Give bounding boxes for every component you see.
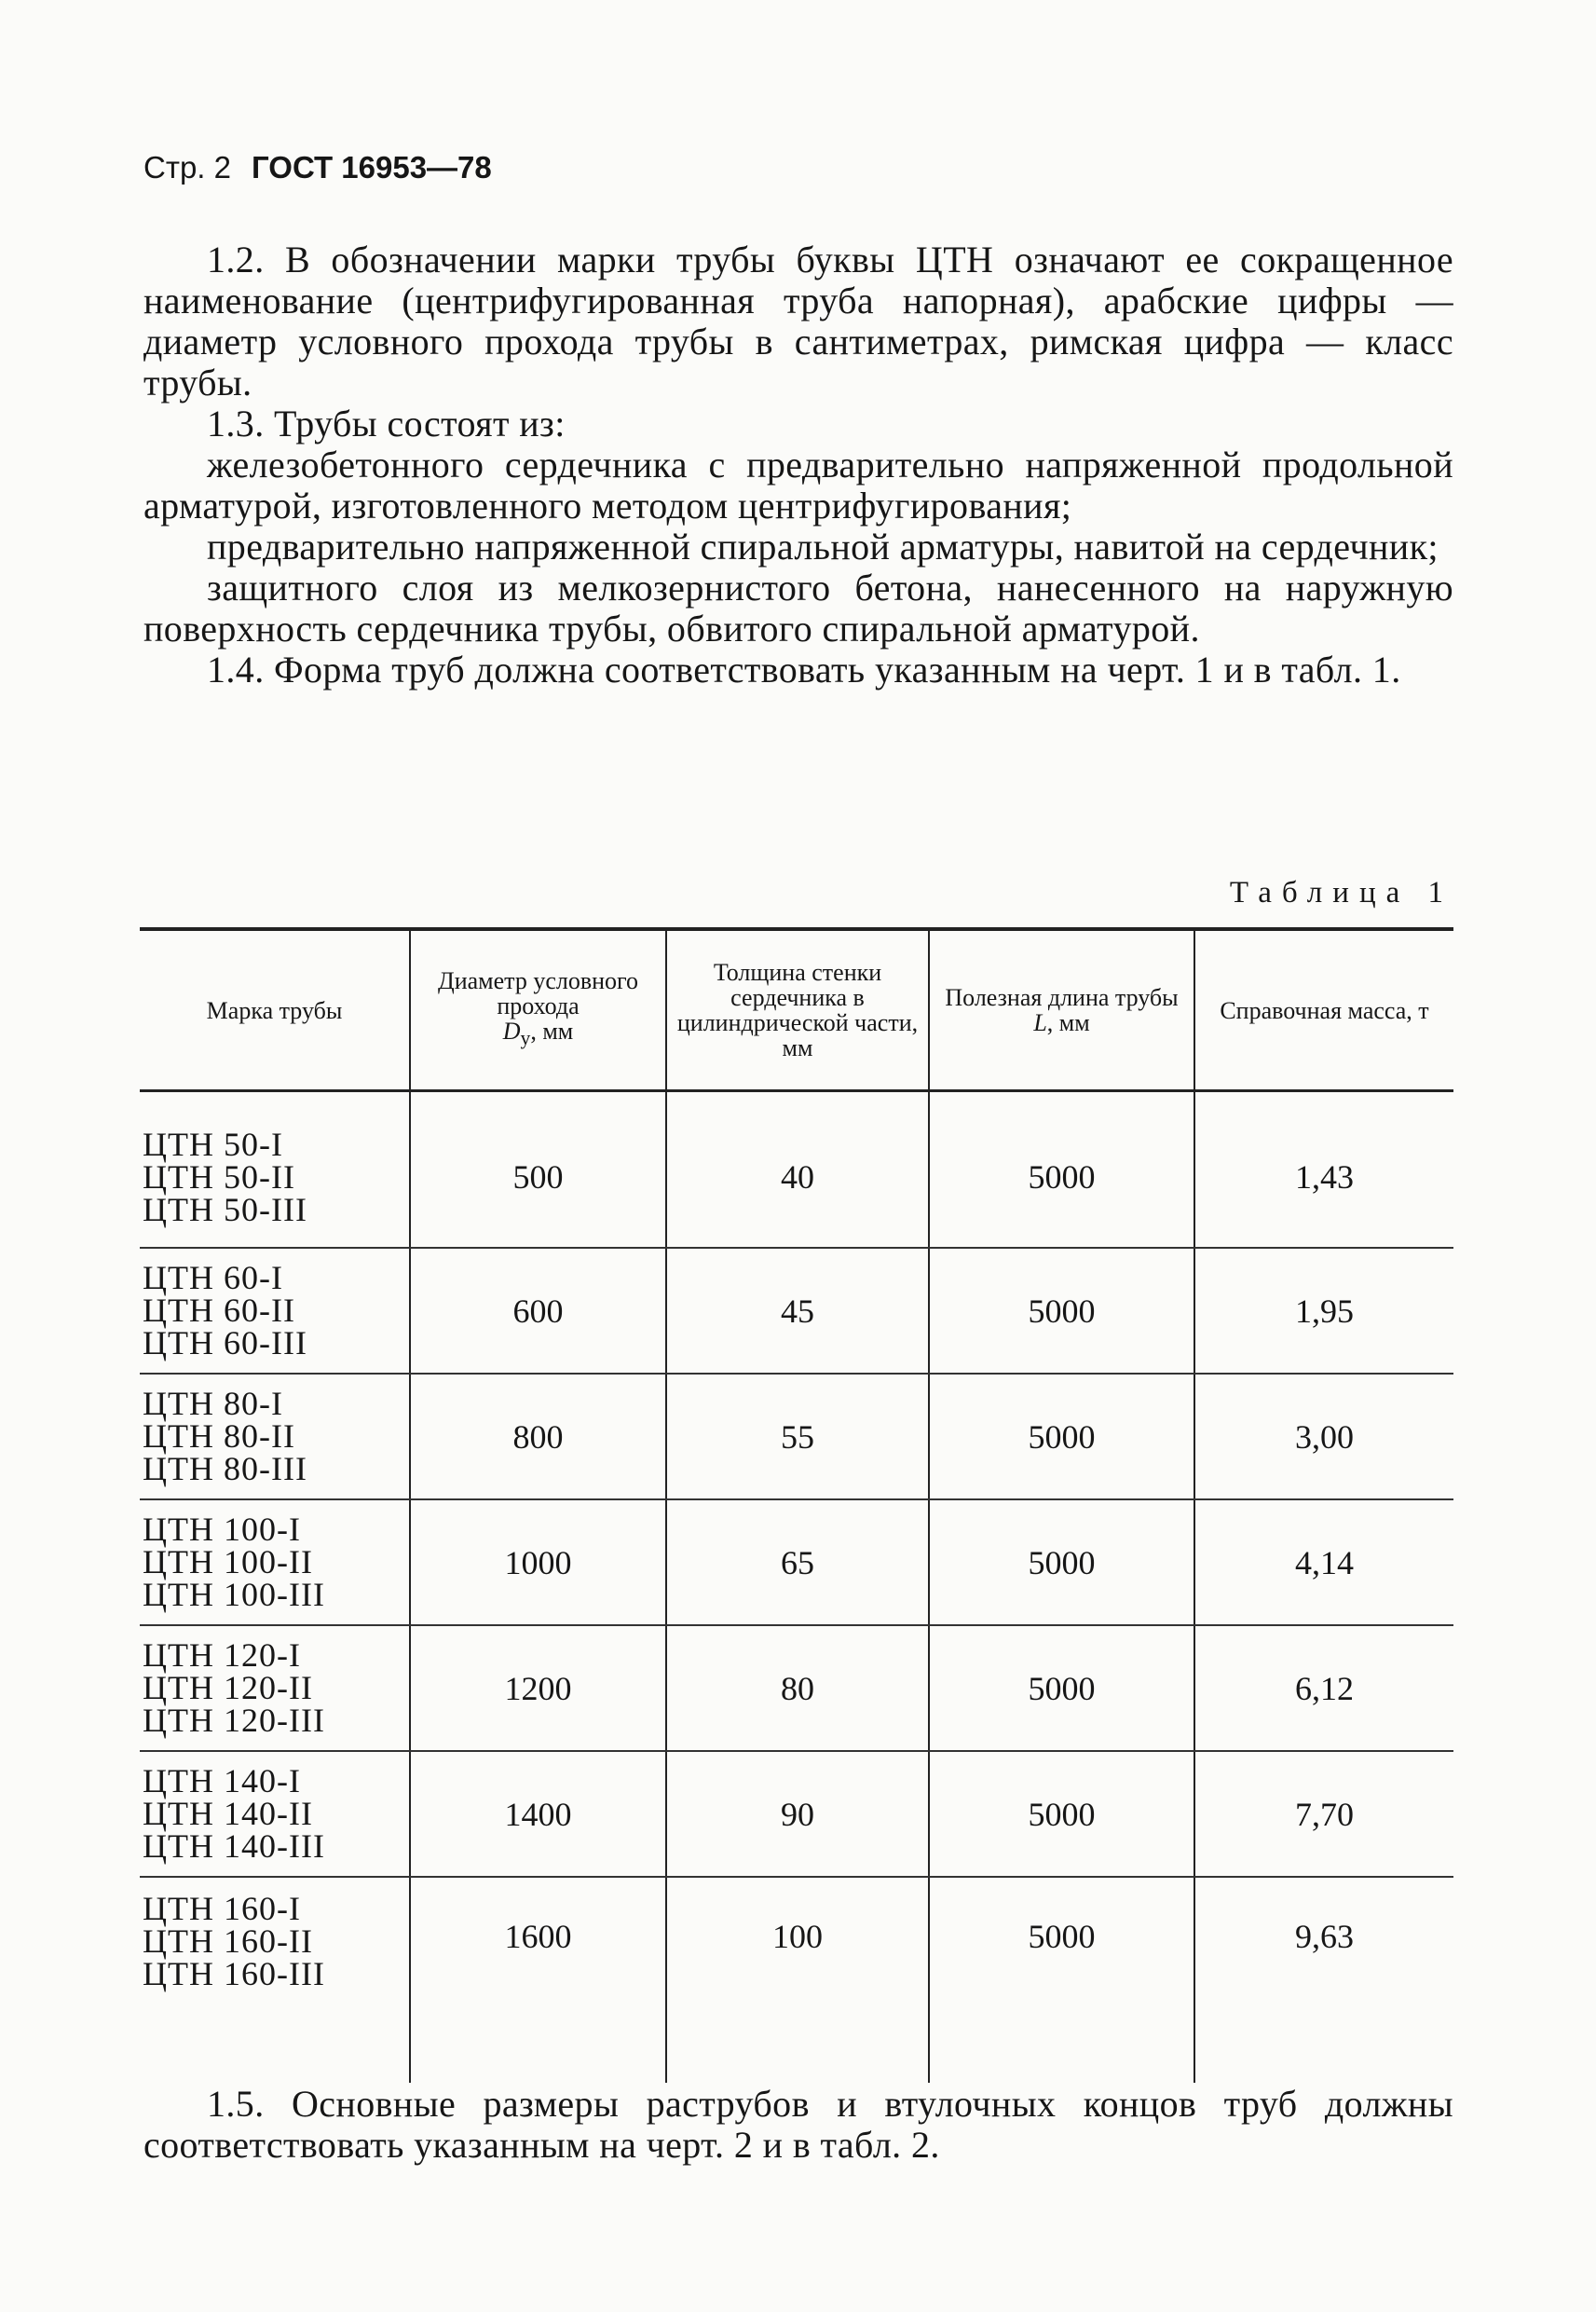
cell-diameter: 600 [410, 1248, 666, 1374]
page-header [143, 149, 492, 186]
table-row [140, 1877, 1453, 2083]
cell-wall: 40 [666, 1091, 929, 1249]
table-row [140, 1374, 1453, 1499]
table-row [140, 1091, 1453, 1249]
cell-length: 5000 [929, 1374, 1194, 1499]
standard-number: ГОСТ 16953—78 [252, 150, 492, 185]
col-header-diameter-label: Диаметр условного прохода [437, 967, 639, 1020]
cell-marks [140, 1248, 410, 1374]
cell-marks [140, 1625, 410, 1751]
pipe-mark: ЦТН 100-II [143, 1543, 313, 1580]
paragraph-1-2: 1.2. В обозначении марки трубы буквы ЦТН означают ее сокращенное наименование (центрифугированная труба напорная), арабские цифры — диаметр условного прохода трубы в сантиметрах, римская цифра — класс трубы. [143, 239, 1453, 404]
page-number: Стр. 2 [143, 150, 231, 185]
pipe-mark: ЦТН 160-III [143, 1955, 325, 1992]
length-symbol: L [1033, 1009, 1047, 1036]
cell-wall: 65 [666, 1499, 929, 1625]
cell-diameter: 800 [410, 1374, 666, 1499]
col-header-length-label: Полезная длина трубы [945, 984, 1179, 1011]
diameter-subscript: у [520, 1027, 531, 1050]
diameter-unit: , мм [530, 1018, 574, 1046]
pipe-mark: ЦТН 160-I [143, 1890, 301, 1927]
paragraph-1-4: 1.4. Форма труб должна соответствовать указанным на черт. 1 и в табл. 1. [207, 649, 1401, 691]
cell-diameter: 1000 [410, 1499, 666, 1625]
cell-length: 5000 [929, 1625, 1194, 1751]
pipe-mark: ЦТН 120-I [143, 1636, 301, 1674]
cell-length: 5000 [929, 1091, 1194, 1249]
pipe-mark: ЦТН 120-III [143, 1702, 325, 1739]
length-unit: , мм [1046, 1009, 1090, 1036]
pipe-mark: ЦТН 60-I [143, 1259, 283, 1296]
diameter-symbol: D [502, 1018, 521, 1046]
cell-marks [140, 1091, 410, 1249]
cell-length: 5000 [929, 1751, 1194, 1877]
table-header-row [140, 929, 1453, 1091]
body-text-top [143, 239, 1453, 691]
cell-mass: 9,63 [1194, 1877, 1453, 2083]
cell-marks [140, 1751, 410, 1877]
pipe-mark: ЦТН 60-III [143, 1324, 307, 1361]
cell-diameter: 1600 [410, 1877, 666, 2083]
pipe-mark: ЦТН 50-III [143, 1190, 307, 1228]
cell-mass: 4,14 [1194, 1499, 1453, 1625]
pipe-mark: ЦТН 100-I [143, 1511, 301, 1548]
pipe-mark: ЦТН 100-III [143, 1576, 325, 1613]
pipe-mark: ЦТН 50-I [143, 1125, 283, 1163]
cell-diameter: 500 [410, 1091, 666, 1249]
pipe-mark: ЦТН 50-II [143, 1157, 295, 1196]
cell-wall: 45 [666, 1248, 929, 1374]
col-header-length [929, 929, 1194, 1091]
table-row [140, 1248, 1453, 1374]
cell-length: 5000 [929, 1877, 1194, 2083]
list-item-core: железобетонного сердечника с предварительно напряженной продольной арматурой, изготовленного методом центрифугирования; [143, 444, 1453, 527]
pipe-specifications-table [140, 927, 1453, 2083]
cell-mass: 1,43 [1194, 1091, 1453, 1249]
col-header-mass: Справочная масса, т [1194, 929, 1453, 1091]
pipe-mark: ЦТН 140-II [143, 1795, 313, 1832]
body-text-bottom [143, 2084, 1453, 2166]
pipe-mark: ЦТН 160-II [143, 1922, 313, 1960]
cell-length: 5000 [929, 1248, 1194, 1374]
col-header-diameter [410, 929, 666, 1091]
list-item-spiral: предварительно напряженной спиральной арматуры, навитой на сердечник; [207, 526, 1439, 568]
cell-mass: 7,70 [1194, 1751, 1453, 1877]
pipe-mark: ЦТН 140-I [143, 1762, 301, 1799]
paragraph-1-3: 1.3. Трубы состоят из: [207, 403, 566, 445]
cell-wall: 55 [666, 1374, 929, 1499]
pipe-mark: ЦТН 80-III [143, 1450, 307, 1487]
cell-mass: 6,12 [1194, 1625, 1453, 1751]
col-header-mark: Марка трубы [140, 929, 410, 1091]
pipe-mark: ЦТН 60-II [143, 1292, 295, 1329]
list-item-protective-layer: защитного слоя из мелкозернистого бетона, нанесенного на наружную поверхность сердечника трубы, обвитого спиральной арматурой. [143, 567, 1453, 650]
cell-diameter: 1200 [410, 1625, 666, 1751]
table-caption: Таблица 1 [1229, 876, 1453, 910]
pipe-mark: ЦТН 120-II [143, 1669, 313, 1706]
col-header-wall: Толщина стенки сердечника в цилиндрической части, мм [666, 929, 929, 1091]
pipe-mark: ЦТН 80-II [143, 1417, 295, 1455]
cell-mass: 3,00 [1194, 1374, 1453, 1499]
cell-wall: 90 [666, 1751, 929, 1877]
cell-marks [140, 1877, 410, 2083]
cell-mass: 1,95 [1194, 1248, 1453, 1374]
cell-diameter: 1400 [410, 1751, 666, 1877]
cell-marks [140, 1374, 410, 1499]
cell-length: 5000 [929, 1499, 1194, 1625]
table-body [140, 1091, 1453, 2084]
cell-wall: 100 [666, 1877, 929, 2083]
table-row [140, 1751, 1453, 1877]
cell-wall: 80 [666, 1625, 929, 1751]
pipe-mark: ЦТН 140-III [143, 1827, 325, 1865]
table-row [140, 1499, 1453, 1625]
paragraph-1-5: 1.5. Основные размеры раструбов и втулочных концов труб должны соответствовать указанным на черт. 2 и в табл. 2. [143, 2083, 1453, 2166]
cell-marks [140, 1499, 410, 1625]
pipe-mark: ЦТН 80-I [143, 1385, 283, 1422]
table-row [140, 1625, 1453, 1751]
